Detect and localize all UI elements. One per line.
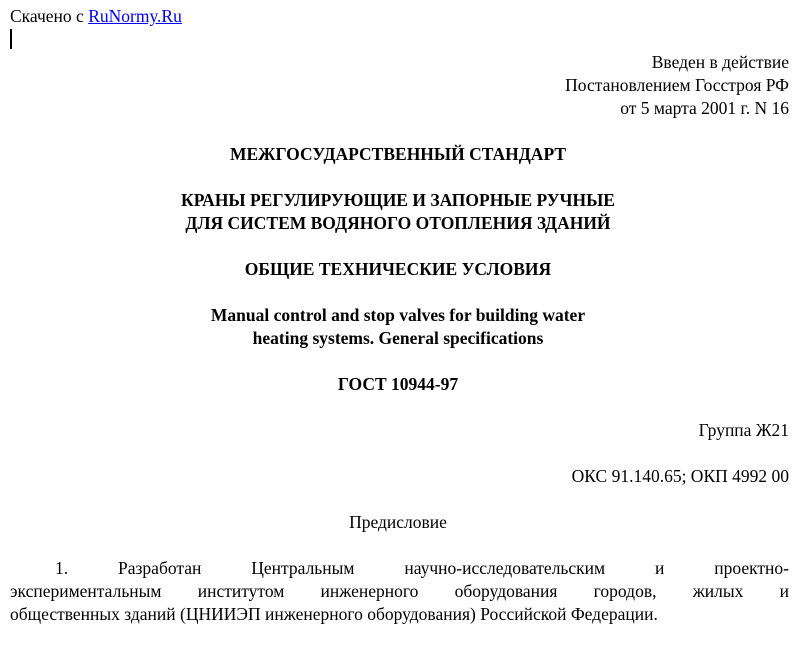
preface-item-1-line-1: 1. Разработан Центральным научно-исследовательским и проектно- — [55, 558, 789, 578]
group-code: Группа Ж21 — [698, 420, 789, 440]
runormy-link[interactable]: RuNormy.Ru — [88, 6, 182, 26]
english-title-line-2: heating systems. General specifications — [252, 328, 544, 348]
intro-line-3: от 5 марта 2001 г. N 16 — [620, 98, 789, 118]
english-title-line-1: Manual control and stop valves for building water — [210, 305, 586, 325]
text-cursor — [10, 29, 12, 49]
download-source-line — [10, 5, 182, 28]
title-line-2: ДЛЯ СИСТЕМ ВОДЯНОГО ОТОПЛЕНИЯ ЗДАНИЙ — [185, 213, 611, 233]
intro-line-1: Введен в действие — [651, 52, 789, 72]
oks-okp-codes: ОКС 91.140.65; ОКП 4992 00 — [571, 466, 789, 486]
subtitle: ОБЩИЕ ТЕХНИЧЕСКИЕ УСЛОВИЯ — [244, 259, 552, 279]
preface-heading: Предисловие — [349, 512, 447, 532]
title-line-1: КРАНЫ РЕГУЛИРУЮЩИЕ И ЗАПОРНЫЕ РУЧНЫЕ — [181, 190, 615, 210]
download-source-prefix: Скачено с — [10, 6, 89, 26]
intro-line-2: Постановлением Госстроя РФ — [565, 75, 789, 95]
gost-number: ГОСТ 10944-97 — [337, 374, 459, 394]
standard-type-heading: МЕЖГОСУДАРСТВЕННЫЙ СТАНДАРТ — [229, 144, 567, 164]
preface-item-1-line-3: общественных зданий (ЦНИИЭП инженерного оборудования) Российской Федерации. — [10, 604, 658, 624]
preface-item-1 — [10, 557, 789, 626]
preface-item-1-line-2: экспериментальным институтом инженерного оборудования городов, жилых и — [10, 581, 789, 601]
